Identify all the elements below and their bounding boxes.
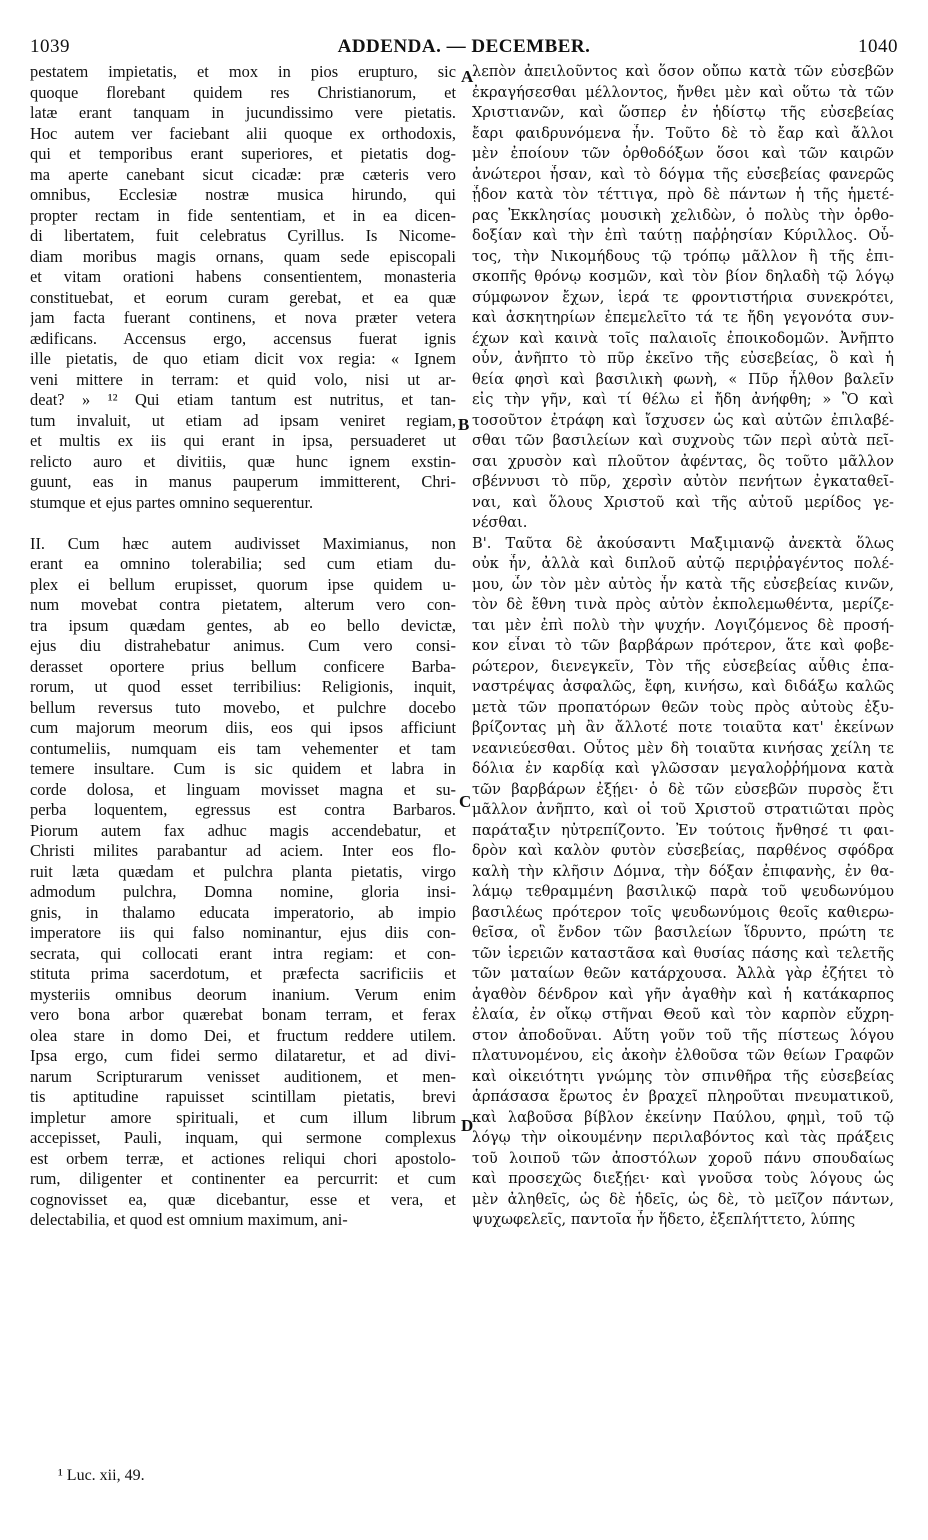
text-line: δόλια ἐν καρδίᾳ καὶ γλῶσσαν μεγαλοῤῥήμονα κατὰ <box>472 760 894 777</box>
text-line: τοσοῦτον ἐτράφη καὶ ἴσχυσεν ὡς καὶ αὐτῶν ἐπιλαβέ- <box>472 411 894 429</box>
margin-marker-b: B <box>458 415 470 434</box>
text-line: νεανιεύεσθαι. Οὗτος μὲν δὴ τοιαῦτα κινήσας χείλη τε <box>472 739 894 757</box>
text-line: olea stare in domo Dei, et fructum reddere utilem. <box>30 1025 456 1045</box>
text-line: στον ἀποδοῦναι. Αὕτη γοῦν τοῦ τῆς πίστεως λόγου <box>472 1026 894 1044</box>
text-line: οὖν, ἀνῆπτο τὸ πῦρ ἐκεῖνο τῆς εὐσεβείας, ὃ καὶ ἡ <box>472 350 894 367</box>
text-line: ἁρπάσασα ἔρωτος ἐν βραχεῖ πληροῦται πνευματικοῦ, <box>472 1088 894 1105</box>
text-line: corde dolosa, et linguam movisset magna et su- <box>30 779 456 799</box>
text-line: μᾶλλον ἀνῆπτο, καὶ οἱ τοῦ Χριστοῦ στρατιῶται πρὸς <box>472 801 894 818</box>
text-line: deat? » ¹² Qui etiam tantum est nutritus, et tan- <box>30 390 456 409</box>
text-line: ædificans. Accensus ergo, accensus fuerat ignis <box>30 328 456 348</box>
text-line: relicto auro et divitiis, quæ hunc ignem exstin- <box>30 451 456 471</box>
text-line: perba loquentem, egressus est contra Barbaros. <box>30 800 456 819</box>
text-line: diam moribus magis ornans, quam sede episcopali <box>30 246 456 266</box>
text-line: παράταξιν ηὐτρεπίζοντο. Ἐν τούτοις ἤνθησέ τι φαι- <box>472 821 894 839</box>
text-line: num movebat contra pietatem, alterum vero con- <box>30 595 456 614</box>
text-line: guunt, eas in manus pauperum immitterent, Chri- <box>30 472 456 491</box>
text-line: σκοπῆς θρόνῳ κοσμῶν, καὶ τὸν βίον δηλαδὴ τῷ λόγῳ <box>472 268 894 285</box>
margin-marker-a: A <box>461 67 474 86</box>
text-line: ma aperte canebant sicut cicadæ: præ cæteris vero <box>30 164 456 184</box>
text-line: contumeliis, numquam eis tam vehementer et tam <box>30 738 456 758</box>
text-line: καλὴ τὴν κλῆσιν Δόμνα, τὴν δόξαν ἐπιφανὴς, ἐν θα- <box>472 862 894 880</box>
text-line: erant ea omnino tolerabilia; sed cum etiam du- <box>30 554 456 573</box>
text-line: Piorum autem fax adhuc magis accendebatur, et <box>30 820 456 840</box>
text-line: δρὸν καὶ καλὸν φυτὸν εὐσεβείας, παρθένος σφόδρα <box>472 842 894 859</box>
margin-marker-c: C <box>459 792 472 811</box>
text-line: delectabilia, et quod est omnium maximum, ani- <box>30 1210 348 1229</box>
footnote: ¹ Luc. xii, 49. <box>58 1467 145 1484</box>
text-line: tis aptitudine rapuisset scintillam pietatis, brevi <box>30 1087 456 1106</box>
text-line: ruit læta quædam et pulchra planta pietatis, virgo <box>30 861 456 881</box>
text-line: jam facta fuerant continens, et nova præter vetera <box>30 308 456 327</box>
text-line: Β'. Ταῦτα δὲ ἀκούσαντι Μαξιμιανῷ ἀνεκτὰ ὅλως <box>472 534 894 552</box>
text-line: σύμφωνον ἔχων, ἱερά τε φροντιστήρια συνεκρότει, <box>472 288 894 306</box>
text-line: stumque et ejus partes omnino sequerentur. <box>30 492 314 512</box>
text-line: λεπὸν ἀπειλοῦντος καὶ ὅσον οὔπω κατὰ τῶν εὐσεβῶν <box>472 63 894 80</box>
page-number-right: 1040 <box>858 36 898 57</box>
text-line: λόγῳ τὴν οἰκουμένην περιλαβόντος καὶ τὰς πράξεις <box>472 1129 894 1146</box>
text-line: et vitam orationi habens consentientem, monasteria <box>30 267 456 286</box>
margin-marker-d: D <box>461 1116 474 1135</box>
greek-paragraph-1 <box>472 62 894 534</box>
text-line: derasset oportere prius bellum conficere Barba- <box>30 656 456 676</box>
text-line: Hoc autem ver faciebant alii quoque ex orthodoxis, <box>30 123 456 143</box>
text-line: temere insultare. Cum is sic quidem et labra in <box>30 759 456 778</box>
text-line: ille pietatis, de quo etiam dicit vox regia: « Ignem <box>30 349 456 368</box>
text-line: et multis ex iis qui erant in ipsa, persuaderet ut <box>30 431 456 450</box>
text-line: τος, τὴν Νικομήδους τῷ τρόπῳ μᾶλλον ἢ τῆς ἐπι- <box>472 247 894 265</box>
text-line: bellum reversus tuto movebo, et pulchre docebo <box>30 697 456 717</box>
text-line: θεία φησὶ καὶ βασιλικὴ φωνὴ, « Πῦρ ἦλθον βαλεῖν <box>472 370 894 388</box>
page-number-left: 1039 <box>30 36 70 57</box>
text-line: est orbem terræ, et actiones reliqui chori apostolo- <box>30 1148 456 1168</box>
text-line: ται μὲν ἐπὶ πολὺ τὴν ψυχήν. Λογιζόμενος δὲ προσή- <box>472 616 894 634</box>
text-line: ναι, καὶ ὅλους Χριστοῦ καὶ τῆς αὐτοῦ μερίδος γε- <box>472 493 894 511</box>
text-line: secrata, qui collocati erant intra regiam: et con- <box>30 943 456 963</box>
text-line: έχων καὶ καινὰ τοῖς παλαιοῖς ἐποικοδομῶν. Ἀνῆπτο <box>472 329 894 347</box>
text-line: ejus diu distrahebatur animus. Cum vero consi- <box>30 636 456 655</box>
text-line: qui et temporibus erant superiores, et pietatis dog- <box>30 144 456 163</box>
running-title: ADDENDA. — DECEMBER. <box>337 36 591 57</box>
text-line: vero bona arbor quærebat bonam terram, et ferax <box>30 1005 456 1024</box>
text-line: di libertatem, fuit celebratus Cyrillus. Is Nicome- <box>30 226 456 245</box>
latin-paragraph-1 <box>30 62 456 513</box>
text-line: veni mittere in terram: et quid volo, nisi ut ar- <box>30 369 456 389</box>
text-line: imperatore iis qui falso nominantur, ejus diis con- <box>30 923 456 942</box>
text-line: accepisset, Pauli, inquam, qui sermone complexus <box>30 1128 456 1147</box>
text-line: τῶν ἱερειῶν καταστᾶσα καὶ θυσίας πάσης καὶ τελετῆς <box>472 944 894 962</box>
text-line: ἔαρι φαιδρυνόμενα ἦν. Τοῦτο δὲ τὸ ἔαρ καὶ ἄλλοι <box>472 124 894 142</box>
text-line: ἐκραγήσεσθαι μέλλοντος, ἤνθει μὲν καὶ οὕτω τὰ τῶν <box>472 83 894 101</box>
text-line: Ipsa ergo, cum fidei sermo dilataretur, et ad divi- <box>30 1046 456 1065</box>
text-line: tra ipsum quædam gentes, ab eo bello devictæ, <box>30 615 456 635</box>
text-line: ᾖδον κατὰ τὸν τέττιγα, πρὸ δὲ πάντων ἡ τῆς ἡμετέ- <box>472 186 894 203</box>
text-line: gnis, in thalamo educata imperatorio, ab impio <box>30 902 456 922</box>
text-line: μου, ὧν τὸν μὲν αὐτὸς ἦν κατὰ τῆς εὐσεβείας κινῶν, <box>472 575 894 593</box>
latin-paragraph-2 <box>30 534 456 1231</box>
text-line: μὲν ἐποίουν τῶν ὀρθοδόξων ὅσοι καὶ τῶν καιρῶν <box>472 145 894 162</box>
text-line: quoque florebant quidem res Christianorum, et <box>30 82 456 102</box>
text-line: impletur amore spirituali, et cum illum librum <box>30 1107 456 1127</box>
text-line: πλατυνομένου, εἰς ἀκοὴν ἐλθοῦσα τῶν θείων Γραφῶν <box>472 1047 894 1064</box>
text-line: ἀγαθὸν δένδρον καὶ γῆν ἀγαθὴν καὶ ἡ κατάκαρπος <box>472 985 894 1003</box>
text-line: βασιλέως πρότερον τοῖς ψευδωνύμοις θεοῖς καθιερω- <box>472 903 894 921</box>
text-line: omnibus, Ecclesiæ nostræ musica hirundo, qui <box>30 185 456 204</box>
text-line: tum invaluit, ut etiam ad ipsam veniret regiam, <box>30 410 456 430</box>
greek-column <box>472 62 894 1231</box>
text-line: εἰς τὴν γῆν, καὶ τί θέλω εἰ ἤδη ἀνήφθη; » Ὃ καὶ <box>472 391 894 408</box>
text-line: καὶ οἰκειότητι γνώμης τὸν σπινθῆρα τῆς εὐσεβείας <box>472 1067 894 1085</box>
running-header <box>30 36 898 60</box>
text-line: τὸν δὲ ἔθνη τινὰ πρὸς αὐτὸν ἐκπολεμωθέντα, μερίζε- <box>472 596 894 613</box>
text-line: τῶν ματαίων θεῶν κατάρχουσα. Ἀλλὰ γὰρ ἐζήτει τὸ <box>472 965 894 982</box>
text-line: κον εἶναι τὸ τῶν βαρβάρων πρότερον, ἅτε καὶ φοβε- <box>472 637 894 654</box>
text-line: σθαι τῶν βασιλείων καὶ συχνοὺς τῶν περὶ αὐτὰ πεῖ- <box>472 432 894 449</box>
text-line: βρίζοντας μὴ ἂν ἄλλοτέ ποτε τοιαῦτα κατ' ἐκείνων <box>472 719 894 736</box>
text-line: λάμῳ τεθραμμένη βασιλικῷ παρὰ τοῦ ψευδωνύμου <box>472 883 894 900</box>
paragraph-gap <box>30 513 456 534</box>
text-line: καὶ ἀσκητηρίων ἐπεμελεῖτο τά τε ἤδη γεγονότα συν- <box>472 309 894 326</box>
text-line: propter rectam in fide sententiam, et in ea dicen- <box>30 205 456 225</box>
text-line: II. Cum hæc autem audivisset Maximianus, non <box>30 533 456 553</box>
text-line: ψυχωφελεῖς, παντοῖα ἦν ἥδετο, ἐξεπλήττετο, λύπης <box>472 1211 856 1228</box>
text-line: rorum, ut quod esset terribilius: Religionis, inquit, <box>30 677 456 696</box>
text-line: μετὰ τῶν προπατόρων θεῶν τοὺς πρὸς αὐτοὺς ἐξυ- <box>472 698 894 716</box>
text-line: σβέννυσι τὸ πῦρ, χερσὶν αὐτὸν πενήτων ἐγκαταθεῖ- <box>472 473 894 490</box>
text-line: τοῦ λοιποῦ τῶν ἀποστόλων χοροῦ πάνυ σπουδαίως <box>472 1149 894 1167</box>
text-line: rum, diligenter et continenter ea percurrit: et cum <box>30 1169 456 1188</box>
text-line: Χριστιανῶν, καὶ ὥσπερ ἐν ἡδίστῳ τῆς εὐσεβείας <box>472 104 894 121</box>
text-line: οὐκ ἦν, ἀλλὰ καὶ διπλοῦ αὐτῷ περιῤῥαγέντος πολέ- <box>472 555 894 572</box>
text-line: καὶ προσεχῶς διεξῄει· καὶ γνοῦσα τοὺς λόγους ὡς <box>472 1170 894 1187</box>
text-line: ναστρέψας ἀσφαλῶς, ἔφη, κινήσω, καὶ διδάξω καλῶς <box>472 678 894 695</box>
text-line: καὶ λαβοῦσα βίβλον ἐκείνην Παύλου, φημὶ, τοῦ τῷ <box>472 1108 894 1126</box>
text-line: stituta prima sacerdotum, et præfecta sacrificiis et <box>30 964 456 983</box>
text-line: θεῖσα, οἳ ἔνδον τῶν βασιλείων ἵδρυντο, πρώτη τε <box>472 924 894 941</box>
latin-column <box>30 62 456 1231</box>
text-line: ἀνώτεροι ἦσαν, καὶ τὸ δόγμα τῆς εὐσεβείας φανερῶς <box>472 165 894 183</box>
text-line: latæ erant tanquam in jucundissimo vere pietatis. <box>30 103 456 122</box>
text-line: ρώτερον, διενεγκεῖν, Τὸν τῆς εὐσεβείας αὖθις ἐπα- <box>472 657 894 675</box>
greek-paragraph-2 <box>472 534 894 1231</box>
text-line: pestatem impietatis, et mox in pios erupturo, sic <box>30 62 456 81</box>
text-line: τῶν βαρβάρων ἐξῄει· ὁ δὲ τῶν εὐσεβῶν πυρσὸς ἔτι <box>472 780 894 798</box>
text-line: mysteriis omnibus deorum inanium. Verum enim <box>30 984 456 1004</box>
text-line: admodum pulchra, Domna nomine, gloria insi- <box>30 882 456 901</box>
text-line: σαι χρυσὸν καὶ πλοῦτον ἀφέντας, ὃς τοῦτο μᾶλλον <box>472 452 894 470</box>
text-line: Christi milites parabantur ad aciem. Inter eos flo- <box>30 841 456 860</box>
text-line: ἐλαία, ἐν οἴκῳ στῆναι Θεοῦ καὶ τὸν καρπὸν εὔχρη- <box>472 1006 894 1023</box>
text-line: constituebat, et eorum curam gerebat, et ea quæ <box>30 287 456 307</box>
text-line: ρας Ἐκκλησίας μουσικὴ χελιδὼν, ὁ πολὺς τὴν ὀρθο- <box>472 206 894 224</box>
text-line: cum majorum meorum diis, eos qui ipsos afficiunt <box>30 718 456 737</box>
text-line: narum Scripturarum venisset auditionem, et men- <box>30 1066 456 1086</box>
text-line: μὲν ἀληθεῖς, ὡς δὲ ἡδεῖς, ὡς δὲ, τὸ μεῖζον πάντων, <box>472 1190 894 1208</box>
text-line: cognovisset ea, quæ dicebantur, esse et vera, et <box>30 1189 456 1209</box>
text-line: δοξίαν καὶ τὴν ἐπὶ ταύτῃ παῤῥησίαν Κύριλλος. Οὗ- <box>472 227 894 244</box>
text-line: νέσθαι. <box>472 514 528 531</box>
text-line: plex ei bellum erupisset, quorum ipse quidem u- <box>30 574 456 594</box>
